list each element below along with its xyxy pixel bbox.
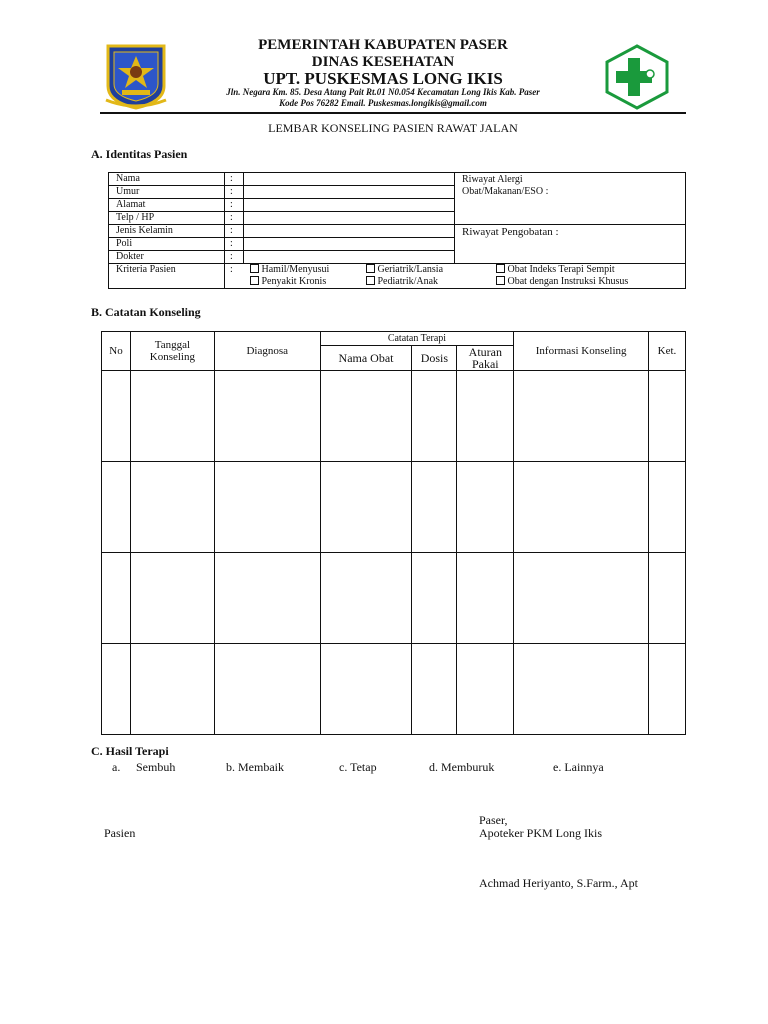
field-label-dokter: Dokter <box>109 251 225 264</box>
riwayat-alergi-label-2: Obat/Makanan/ESO : <box>462 186 549 197</box>
hasil-option-membaik[interactable]: b. Membaik <box>226 760 284 774</box>
riwayat-pengobatan-cell[interactable] <box>455 225 686 264</box>
field-value-nama[interactable] <box>244 173 455 186</box>
signature-pasien-label: Pasien <box>104 826 136 840</box>
puskesmas-logo-icon <box>602 44 672 110</box>
kriteria-options <box>244 264 686 289</box>
field-label-jenis-kelamin: Jenis Kelamin <box>109 225 225 238</box>
hasil-option-lainnya[interactable]: e. Lainnya <box>553 760 604 774</box>
table-row <box>102 462 686 553</box>
hasil-option-a-marker: a. <box>112 760 121 774</box>
checkbox-icon[interactable] <box>250 276 259 285</box>
header-line-1: PEMERINTAH KABUPATEN PASER <box>258 37 508 53</box>
checkbox-icon[interactable] <box>496 276 505 285</box>
field-label-kriteria: Kriteria Pasien <box>109 264 225 289</box>
header-informasi: Informasi Konseling <box>514 332 649 371</box>
signature-apoteker-label: Apoteker PKM Long Ikis <box>479 826 602 840</box>
kriteria-instruksi-khusus[interactable]: Obat dengan Instruksi Khusus <box>496 276 629 288</box>
header-tanggal: Tanggal Konseling <box>130 332 214 371</box>
kriteria-kronis[interactable]: Penyakit Kronis <box>250 276 327 288</box>
header-ket: Ket. <box>649 332 686 371</box>
section-c-title: C. Hasil Terapi <box>91 744 169 758</box>
form-title: LEMBAR KONSELING PASIEN RAWAT JALAN <box>268 121 518 135</box>
field-value-umur[interactable] <box>244 186 455 199</box>
field-label-alamat: Alamat <box>109 199 225 212</box>
checkbox-icon[interactable] <box>496 264 505 273</box>
header-diagnosa: Diagnosa <box>214 332 320 371</box>
kriteria-geriatrik[interactable]: Geriatrik/Lansia <box>366 264 444 276</box>
hasil-option-memburuk[interactable]: d. Memburuk <box>429 760 495 774</box>
signature-place: Paser, <box>479 813 508 827</box>
hasil-option-sembuh[interactable]: Sembuh <box>136 760 176 774</box>
header-divider <box>100 112 686 114</box>
header-nama-obat: Nama Obat <box>320 346 412 371</box>
signature-apoteker-name: Achmad Heriyanto, S.Farm., Apt <box>479 876 638 890</box>
field-value-poli[interactable] <box>244 238 455 251</box>
header-address-1: Jln. Negara Km. 85. Desa Atang Pait Rt.01 N0.054 Kecamatan Long Ikis Kab. Paser <box>226 87 540 97</box>
table-row <box>102 644 686 735</box>
header-aturan-pakai: Aturan Pakai <box>457 346 514 371</box>
checkbox-icon[interactable] <box>366 276 375 285</box>
riwayat-alergi-label-1: Riwayat Alergi <box>462 174 523 185</box>
kabupaten-emblem-icon <box>104 42 168 110</box>
field-label-telp: Telp / HP <box>109 212 225 225</box>
kriteria-hamil[interactable]: Hamil/Menyusui <box>250 264 330 276</box>
riwayat-alergi-cell[interactable] <box>455 173 686 225</box>
field-label-poli: Poli <box>109 238 225 251</box>
header-dosis: Dosis <box>412 346 457 371</box>
header-catatan-terapi: Catatan Terapi <box>320 332 514 346</box>
field-value-dokter[interactable] <box>244 251 455 264</box>
field-label-nama: Nama <box>109 173 225 186</box>
field-value-alamat[interactable] <box>244 199 455 212</box>
identitas-pasien-table: Nama : Riwayat Alergi Obat/Makanan/ESO : Umur : Alamat : Telp / HP : Jenis Kelamin : Riwayat Pengobatan : Poli : Dokter : Kriteria Pasien : Hamil/Menyusui Geriatrik/Lansia Obat Indeks Terapi Sempit Penyakit Kronis Pediatrik/Anak Obat dengan Instruksi Khusus <box>108 172 686 289</box>
field-value-telp[interactable] <box>244 212 455 225</box>
section-a-title: A. Identitas Pasien <box>91 147 188 161</box>
hasil-option-tetap[interactable]: c. Tetap <box>339 760 377 774</box>
field-value-jenis-kelamin[interactable] <box>244 225 455 238</box>
table-row <box>102 371 686 462</box>
riwayat-pengobatan-label: Riwayat Pengobatan : <box>462 226 559 238</box>
kriteria-indeks-sempit[interactable]: Obat Indeks Terapi Sempit <box>496 264 615 276</box>
checkbox-icon[interactable] <box>366 264 375 273</box>
section-b-title: B. Catatan Konseling <box>91 305 201 319</box>
header-address-2: Kode Pos 76282 Email. Puskesmas.longikis@gmail.com <box>279 98 487 108</box>
kriteria-pediatrik[interactable]: Pediatrik/Anak <box>366 276 439 288</box>
header-line-2: DINAS KESEHATAN <box>311 54 455 70</box>
table-row <box>102 553 686 644</box>
checkbox-icon[interactable] <box>250 264 259 273</box>
header-line-3: UPT. PUSKESMAS LONG IKIS <box>263 69 503 88</box>
catatan-konseling-table <box>101 331 686 735</box>
header-no: No <box>102 332 131 371</box>
field-label-umur: Umur <box>109 186 225 199</box>
